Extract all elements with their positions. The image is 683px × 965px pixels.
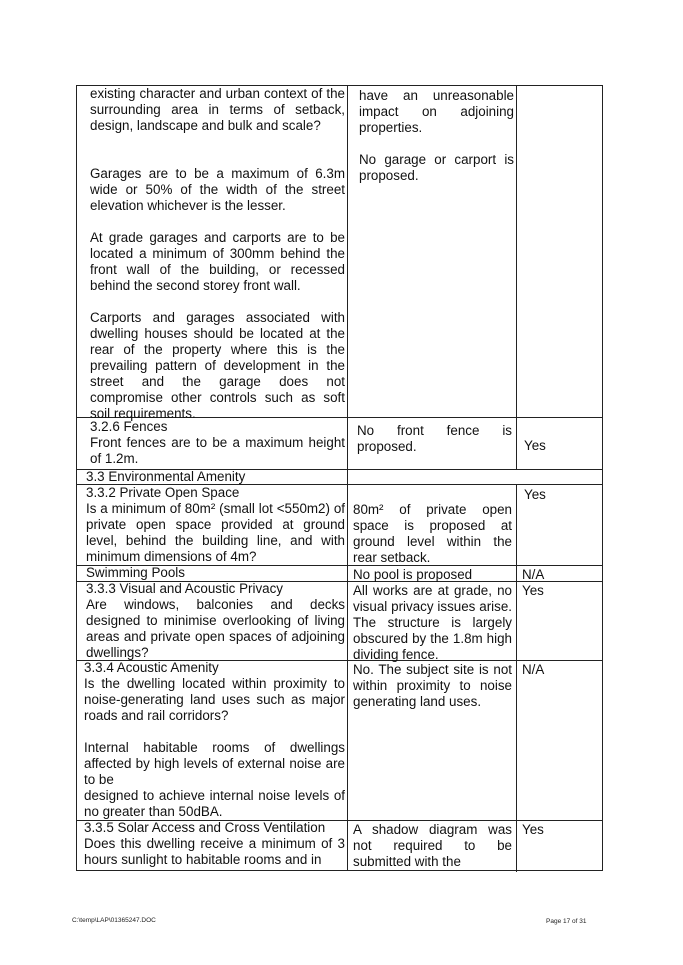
proposal-cell: No. The subject site is not within proximity to noise generating land uses.	[353, 662, 512, 709]
footer-file-path: C:\temp\LAP\01365247.DOC	[72, 917, 156, 924]
proposal-cell: have an unreasonable impact on adjoining properties. No garage or carport is proposed.	[359, 88, 514, 183]
proposal-cell: No front fence is proposed.	[357, 423, 512, 454]
compliance-cell: Yes	[522, 822, 544, 837]
requirement-cell: existing character and urban context of the surrounding area in terms of setback, design, landscape and bulk and scale? Garages are to be a maximum of 6.3m wide or 50% of the width of the street elevation whichever is the lesser. At grade garages and carports are to be located a minimum of 300mm behind the front wall of the building, or recessed behind the second storey front wall. Carports and garages associated with dwelling houses should be located at the rear of the property where this is the prevailing pattern of development in the street and the garage does not compromise other controls such as soft soil requirements.	[90, 86, 345, 421]
assessment-table	[76, 85, 603, 871]
requirement-cell: Swimming Pools	[86, 565, 185, 580]
proposal-cell: All works are at grade, no visual privacy issues arise. The structure is largely obscured by the 1.8m high dividing fence.	[353, 583, 512, 662]
compliance-cell: Yes	[524, 438, 546, 453]
footer-page-number: Page 17 of 31	[546, 918, 587, 925]
proposal-cell: A shadow diagram was not required to be submitted with the	[353, 822, 512, 869]
compliance-cell: Yes	[524, 487, 546, 502]
requirement-cell: 3.3.5 Solar Access and Cross Ventilation Does this dwelling receive a minimum of 3 hours sunlight to habitable rooms and in	[84, 820, 345, 867]
requirement-cell: 3.3.2 Private Open Space Is a minimum of 80m² (small lot <550m2) of private open space provided at ground level, behind the building line, and with minimum dimensions of 4m?	[86, 485, 345, 564]
compliance-cell: N/A	[522, 567, 545, 582]
requirement-cell: 3.3.3 Visual and Acoustic Privacy Are windows, balconies and decks designed to minimise overlooking of living areas and private open spaces of adjoining dwellings?	[86, 581, 345, 660]
compliance-cell: Yes	[522, 583, 544, 598]
column-divider	[516, 484, 517, 872]
requirement-cell: 3.3.4 Acoustic Amenity Is the dwelling located within proximity to noise-generating land uses such as major roads and rail corridors? Internal habitable rooms of dwellings affected by high levels of external noise are to be designed to achieve internal noise levels of no greater than 50dBA.	[84, 660, 345, 819]
requirement-cell: 3.2.6 Fences Front fences are to be a maximum height of 1.2m.	[90, 419, 345, 466]
proposal-cell: No pool is proposed	[353, 567, 473, 582]
compliance-cell: N/A	[522, 662, 545, 677]
section-heading: 3.3 Environmental Amenity	[86, 469, 246, 484]
column-divider	[516, 86, 517, 469]
proposal-cell: 80m² of private open space is proposed at ground level within the rear setback.	[353, 502, 512, 565]
